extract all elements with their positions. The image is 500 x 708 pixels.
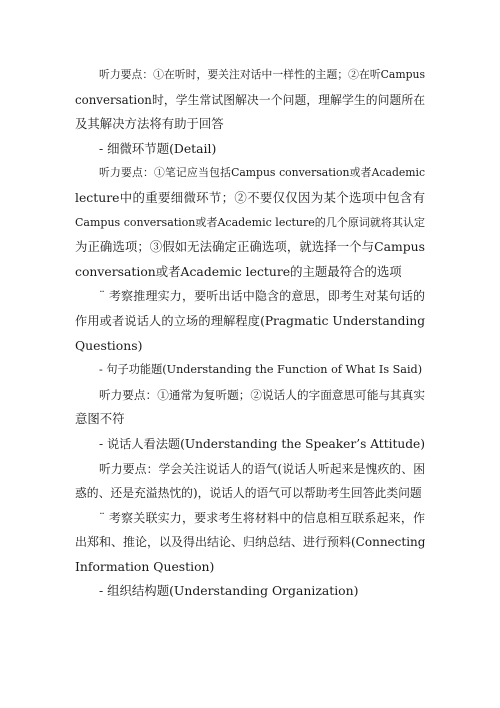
paragraph-connecting-line-1: ¨ 考察关联实力，要求考生将材料中的信息相互联系起来，作 <box>99 510 425 525</box>
paragraph-connecting-line-2: 出郑和、推论，以及得出结论、归纳总结、进行预料(Connecting <box>75 535 425 550</box>
heading-detail-question: - 细微环节题(Detail) <box>99 140 217 156</box>
paragraph-attitude-line-1: 听力要点：学会关注说话人的语气(说话人听起来是愧疚的、困 <box>99 461 425 476</box>
paragraph-listening-points-line-1: 听力要点：①在听时，要关注对话中一样性的主题；②在听Campus <box>99 68 425 81</box>
paragraph-connecting-line-3: Information Question) <box>75 558 215 574</box>
document-body <box>75 63 425 604</box>
paragraph-detail-line-2: lecture中的重要细微环节；②不要仅仅因为某个选项中包含有 <box>75 189 425 205</box>
heading-organization-question: - 组织结构题(Understanding Organization) <box>99 583 359 599</box>
paragraph-detail-line-3: Campus conversation或者Academic lecture的几个原词就将其认定 <box>75 215 425 229</box>
paragraph-listening-points-line-2: conversation时，学生常试图解决一个问题，理解学生的问题所在 <box>75 92 425 107</box>
heading-attitude-question: - 说话人看法题(Understanding the Speaker’s Attitude) <box>99 436 425 451</box>
paragraph-listening-points-line-3: 及其解决方法将有助于回答 <box>75 116 224 132</box>
paragraph-pragmatic-line-2: 作用或者说话人的立场的理解程度(Pragmatic Understanding <box>75 313 425 328</box>
paragraph-function-line-1: 听力要点：①通常为复听题；②说话人的字面意思可能与其真实 <box>99 387 425 402</box>
paragraph-function-line-2: 意图不符 <box>75 411 125 427</box>
paragraph-pragmatic-line-1: ¨ 考察推理实力，要听出话中隐含的意思，即考生对某句话的 <box>99 289 425 304</box>
paragraph-detail-line-1: 听力要点：①笔记应当包括Campus conversation或者Academic <box>99 166 425 180</box>
heading-function-question: - 句子功能题(Understanding the Function of What Is Said) <box>99 363 423 377</box>
paragraph-detail-line-4: 为正确选项；③假如无法确定正确选项，就选择一个与Campus <box>75 239 425 255</box>
paragraph-attitude-line-2: 惑的、还是充溢热忱的)，说话人的语气可以帮助考生回答此类问题 <box>75 486 422 501</box>
paragraph-pragmatic-line-3: Questions) <box>75 337 143 353</box>
paragraph-detail-line-5: conversation或者Academic lecture的主题最符合的选项 <box>75 263 402 279</box>
